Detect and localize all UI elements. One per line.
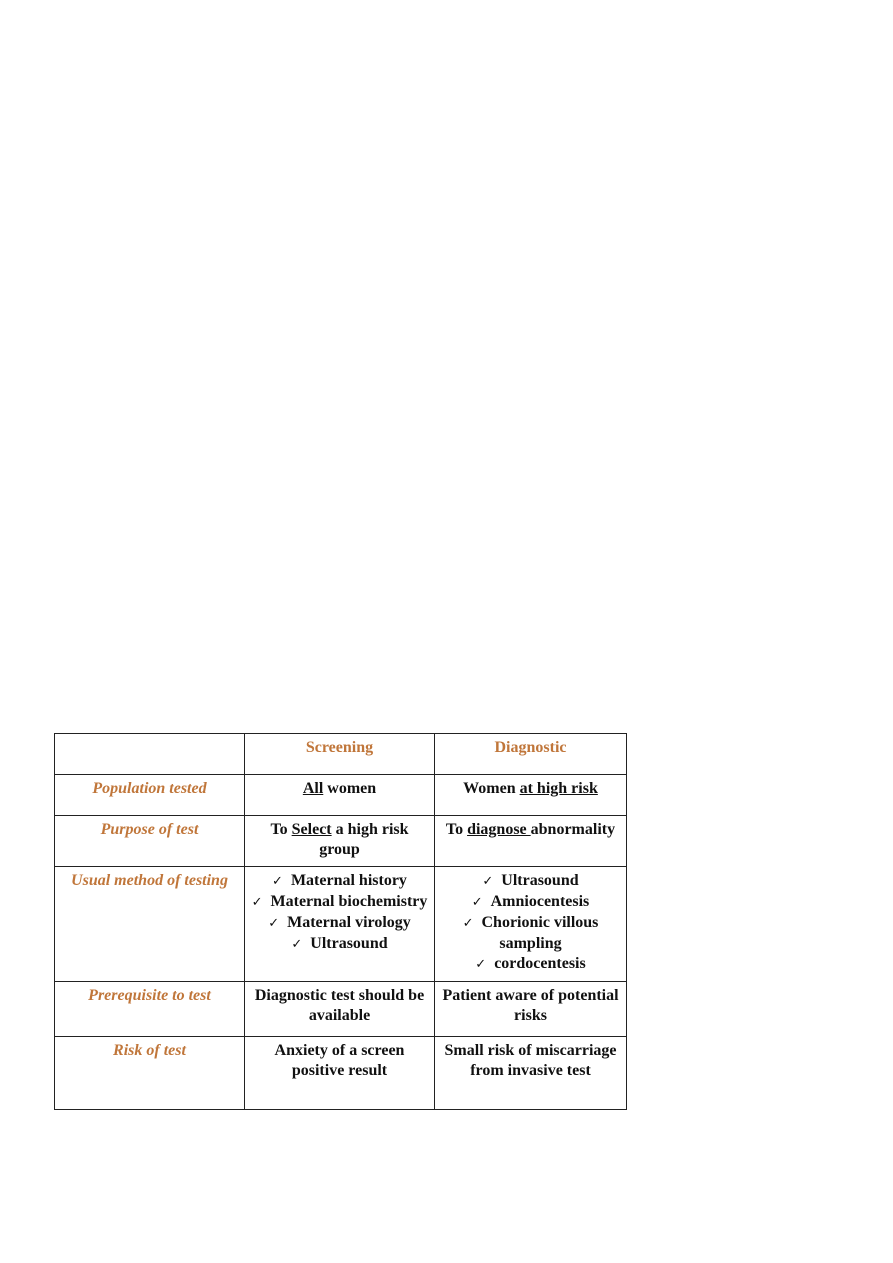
cell-method-diagnostic: [435, 867, 627, 982]
cell-risk-screening: Anxiety of a screen positive result: [245, 1037, 435, 1110]
cell-population-screening: All women: [245, 775, 435, 816]
cell-method-screening: [245, 867, 435, 982]
row-label-risk: Risk of test: [55, 1037, 245, 1110]
cell-population-diagnostic: Women at high risk: [435, 775, 627, 816]
row-label-population: Population tested: [55, 775, 245, 816]
table-row: [55, 816, 627, 867]
row-label-method: Usual method of testing: [55, 867, 245, 982]
list-item: ✓ Amniocentesis: [471, 893, 590, 910]
header-diagnostic: Diagnostic: [435, 734, 627, 775]
list-item: ✓ Chorionic villous sampling: [462, 914, 599, 952]
table-row: [55, 867, 627, 982]
cell-prerequisite-screening: Diagnostic test should be available: [245, 982, 435, 1037]
table-row: [55, 775, 627, 816]
list-item: ✓ Maternal biochemistry: [251, 893, 428, 910]
check-mark-icon: ✓: [272, 874, 283, 889]
cell-purpose-diagnostic: To diagnose abnormality: [435, 816, 627, 867]
check-mark-icon: ✓: [462, 916, 474, 931]
check-mark-icon: ✓: [251, 895, 263, 910]
row-label-purpose: Purpose of test: [55, 816, 245, 867]
cell-risk-diagnostic: Small risk of miscarriage from invasive test: [435, 1037, 627, 1110]
table-row: [55, 1037, 627, 1110]
table-row: [55, 982, 627, 1037]
list-item: ✓ Ultrasound: [291, 935, 388, 952]
list-item: ✓ Maternal virology: [268, 914, 411, 931]
check-mark-icon: ✓: [291, 937, 303, 952]
screening-methods-list: [251, 871, 428, 955]
row-label-prerequisite: Prerequisite to test: [55, 982, 245, 1037]
list-item: ✓ cordocentesis: [475, 955, 586, 972]
check-mark-icon: ✓: [268, 916, 280, 931]
header-empty-cell: [55, 734, 245, 775]
list-item: ✓ Ultrasound: [482, 872, 579, 889]
list-item: ✓ Maternal history: [272, 872, 407, 889]
check-mark-icon: ✓: [482, 874, 494, 889]
header-screening: Screening: [245, 734, 435, 775]
check-mark-icon: ✓: [471, 895, 483, 910]
screening-vs-diagnostic-table: [54, 733, 627, 1110]
check-mark-icon: ✓: [475, 957, 487, 972]
cell-prerequisite-diagnostic: Patient aware of potential risks: [435, 982, 627, 1037]
table-header-row: [55, 734, 627, 775]
cell-purpose-screening: To Select a high risk group: [245, 816, 435, 867]
diagnostic-methods-list: [441, 871, 620, 975]
